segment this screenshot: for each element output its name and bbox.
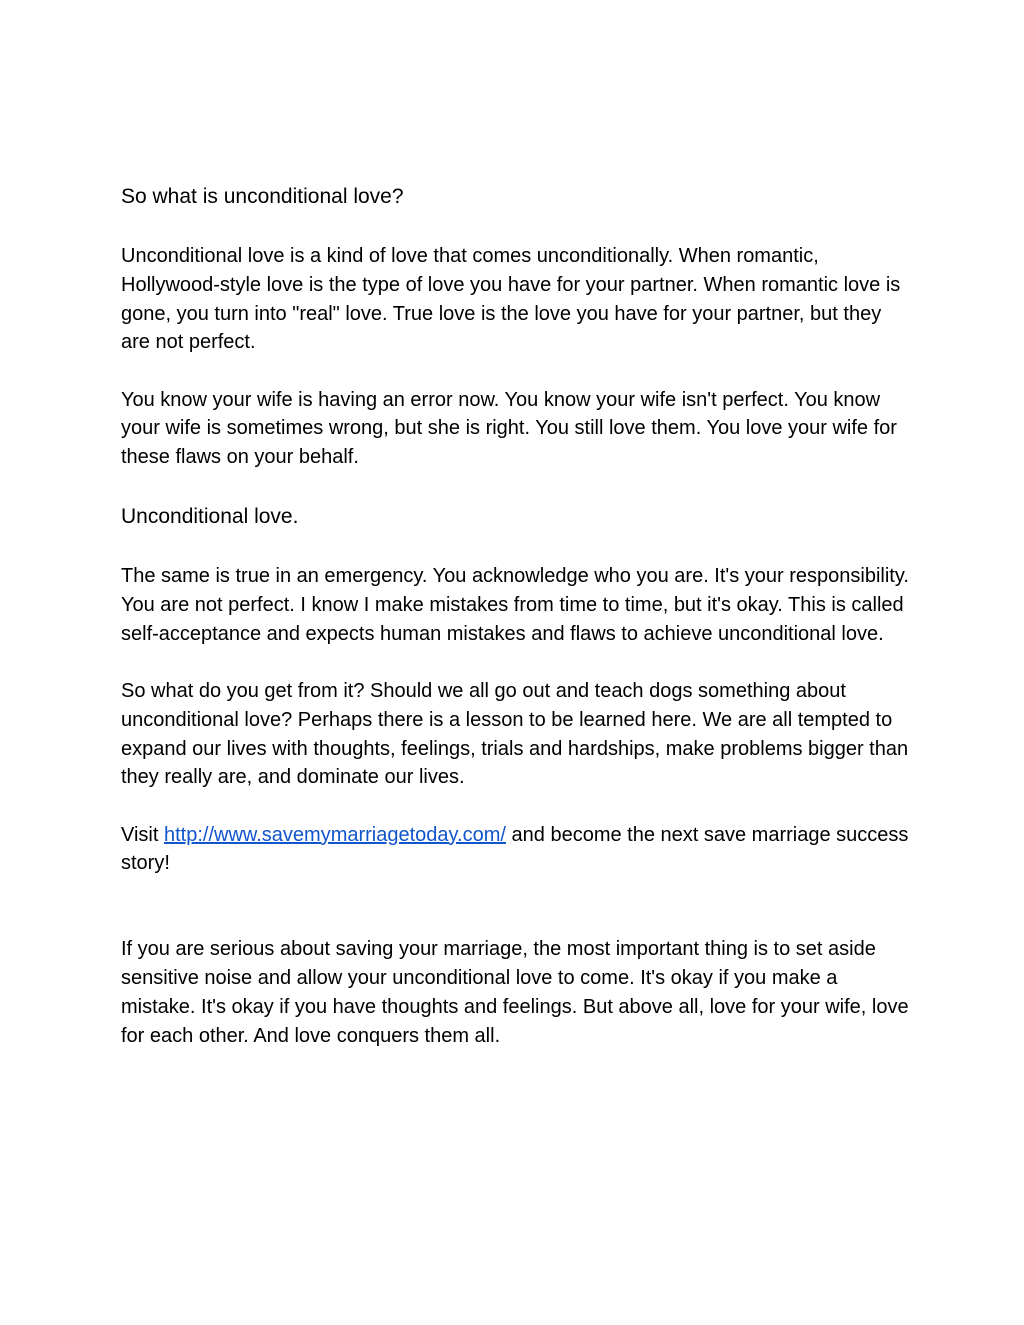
paragraph-self-acceptance: The same is true in an emergency. You acknowledge who you are. It's your responsibility. You are not perfect. I know I make mistakes from time to time, but it's okay. This is called self-acceptance and expects human mistakes and flaws to achieve unconditional love. <box>121 565 909 645</box>
heading-unconditional-love: Unconditional love. <box>121 505 299 529</box>
visit-suffix: and become the next save marriage success story! <box>121 823 909 875</box>
paragraph-definition: Unconditional love is a kind of love that comes unconditionally. When romantic, Hollywood-style love is the type of love you have for your partner. When romantic love is gone, you turn into "real" love. True love is the love you have for your partner, but they are not perfect. <box>121 245 901 354</box>
savemymarriage-link[interactable]: http://www.savemymarriagetoday.com/ <box>163 823 506 846</box>
paragraph-conclusion: If you are serious about saving your marriage, the most important thing is to set aside sensitive noise and allow your unconditional love to come. It's okay if you make a mistake. It's okay if you have thoughts and feelings. But above all, love for your wife, love for each other. And love conquers them all. <box>121 938 909 1047</box>
paragraph-wife-flaws: You know your wife is having an error now. You know your wife isn't perfect. You know your wife is sometimes wrong, but she is right. You still love them. You love your wife for these flaws on your behalf. <box>121 388 897 469</box>
document-body <box>121 182 911 1050</box>
heading-what-is-unconditional-love: So what is unconditional love? <box>121 185 404 208</box>
paragraph-lesson: So what do you get from it? Should we all go out and teach dogs something about unconditional love? Perhaps there is a lesson to be learned here. We are all tempted to expand our lives with thoughts, feelings, trials and hardships, make problems bigger than they really are, and dominate our lives. <box>121 679 909 789</box>
visit-prefix: Visit <box>121 823 164 846</box>
paragraph-visit <box>121 821 911 879</box>
